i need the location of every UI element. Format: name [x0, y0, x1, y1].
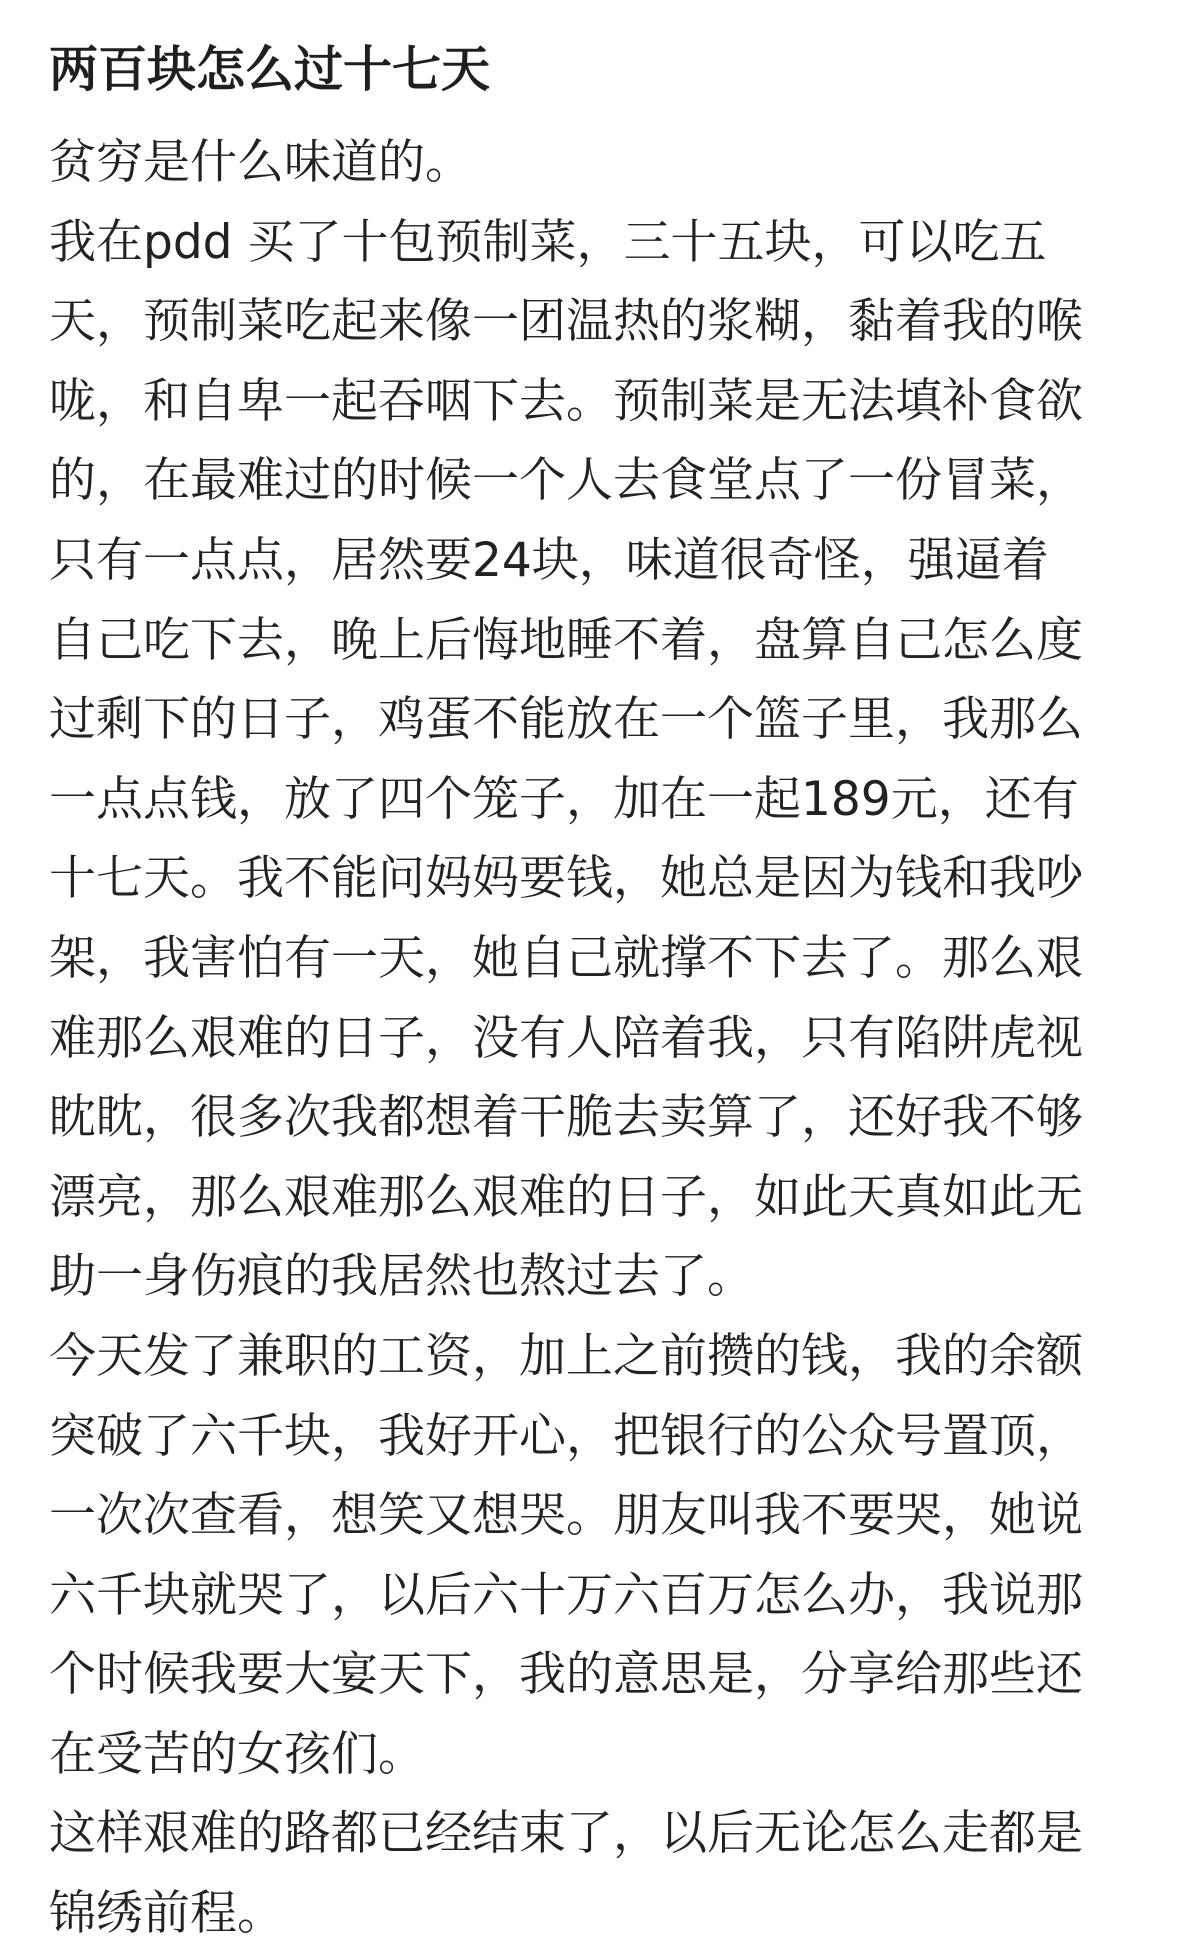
body-line: 十七天。我不能问妈妈要钱，她总是因为钱和我吵 [49, 851, 1083, 907]
post-body [49, 123, 1131, 1954]
body-line: 助一身伤痕的我居然也熬过去了。 [49, 1249, 754, 1305]
body-line: 贫穷是什么味道的。 [49, 135, 472, 190]
body-line: 漂亮，那么艰难那么艰难的日子，如此天真如此无 [49, 1169, 1083, 1225]
body-line: 在受苦的女孩们。 [49, 1726, 425, 1782]
body-line: 天，预制菜吃起来像一团温热的浆糊，黏着我的喉 [49, 294, 1083, 350]
body-line: 这样艰难的路都已经结束了，以后无论怎么走都是 [49, 1806, 1083, 1862]
body-line: 突破了六千块，我好开心，把银行的公众号置顶， [49, 1408, 1083, 1464]
post-content [49, 28, 1131, 1954]
body-line: 眈眈，很多次我都想着干脆去卖算了，还好我不够 [49, 1090, 1083, 1146]
body-line: 只有一点点，居然要24块，味道很奇怪，强逼着 [49, 532, 1049, 588]
post-title: 两百块怎么过十七天 [49, 41, 491, 98]
body-line: 的，在最难过的时候一个人去食堂点了一份冒菜， [49, 453, 1083, 509]
body-line: 今天发了兼职的工资，加上之前攒的钱，我的余额 [49, 1328, 1083, 1384]
body-line: 个时候我要大宴天下，我的意思是，分享给那些还 [49, 1647, 1083, 1703]
body-line: 自己吃下去，晚上后悔地睡不着，盘算自己怎么度 [49, 612, 1083, 668]
body-line: 一次次查看，想笑又想哭。朋友叫我不要哭，她说 [49, 1488, 1083, 1544]
body-line: 我在pdd 买了十包预制菜，三十五块，可以吃五 [49, 214, 1047, 270]
body-line: 咙，和自卑一起吞咽下去。预制菜是无法填补食欲 [49, 373, 1083, 429]
body-line: 六千块就哭了，以后六十万六百万怎么办，我说那 [49, 1567, 1083, 1623]
body-line: 架，我害怕有一天，她自己就撑不下去了。那么艰 [49, 930, 1083, 986]
body-line: 过剩下的日子，鸡蛋不能放在一个篮子里，我那么 [49, 692, 1083, 748]
body-line: 锦绣前程。 [49, 1886, 284, 1942]
body-line: 难那么艰难的日子，没有人陪着我，只有陷阱虎视 [49, 1010, 1083, 1066]
body-line: 一点点钱，放了四个笼子，加在一起189元，还有 [49, 771, 1079, 827]
